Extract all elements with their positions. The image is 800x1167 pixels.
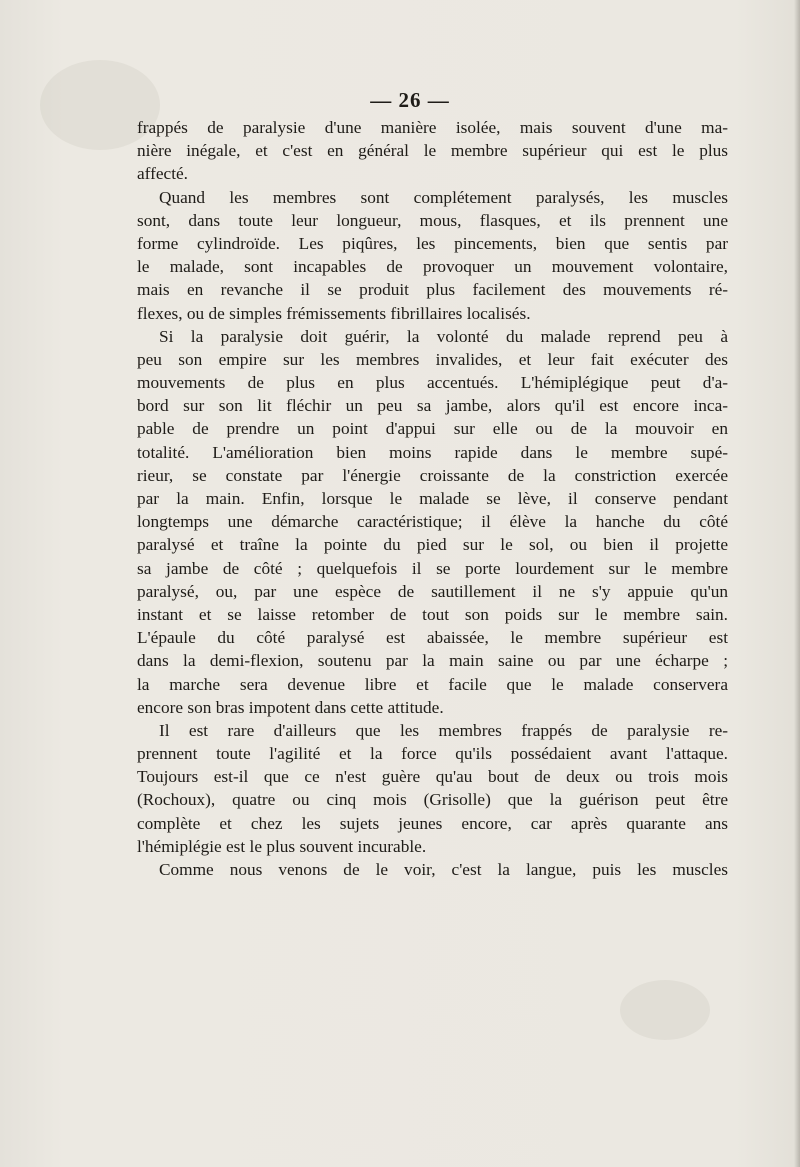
- paragraph: [137, 858, 728, 881]
- text-line: prennent toute l'agilité et la force qu'ils possédaient avant l'attaque.: [137, 744, 728, 764]
- text-line: complète et chez les sujets jeunes encore, car après quarante ans: [137, 813, 728, 833]
- text-line: la marche sera devenue libre et facile que le malade conservera: [137, 674, 728, 694]
- text-line: Comme nous venons de le voir, c'est la langue, puis les muscles: [159, 860, 728, 879]
- text-line: paralysé et traîne la pointe du pied sur le sol, ou bien il projette: [137, 535, 728, 555]
- text-line: peu son empire sur les membres invalides, et leur fait exécuter des: [137, 349, 728, 369]
- text-line: Il est rare d'ailleurs que les membres frappés de paralysie re-: [159, 720, 728, 740]
- text-line: nière inégale, et c'est en général le membre supérieur qui est le plus: [137, 141, 728, 161]
- text-line: encore son bras impotent dans cette attitude.: [137, 697, 444, 717]
- text-line: mouvements de plus en plus accentués. L'hémiplégique peut d'a-: [137, 373, 728, 393]
- text-line: Toujours est-il que ce n'est guère qu'au bout de deux ou trois mois: [137, 767, 728, 787]
- paragraph: [137, 116, 728, 186]
- paragraph: [137, 186, 728, 325]
- text-line: rieur, se constate par l'énergie croissante de la constriction exercée: [137, 465, 728, 485]
- page-edge-shadow: [794, 0, 800, 1167]
- page-number: — 26 —: [370, 88, 450, 112]
- text-line: instant et se laisse retomber de tout son poids sur le membre sain.: [137, 604, 728, 624]
- text-line: Quand les membres sont complétement paralysés, les muscles: [159, 187, 728, 207]
- text-line: longtemps une démarche caractéristique; il élève la hanche du côté: [137, 512, 728, 532]
- text-line: par la main. Enfin, lorsque le malade se lève, il conserve pendant: [137, 489, 728, 508]
- text-line: affecté.: [137, 164, 188, 184]
- text-line: mais en revanche il se produit plus facilement des mouvements ré-: [137, 280, 728, 300]
- text-line: dans la demi-flexion, soutenu par la main saine ou par une écharpe ;: [137, 651, 728, 671]
- text-line: le malade, sont incapables de provoquer un mouvement volontaire,: [137, 257, 728, 277]
- text-line: bord sur son lit fléchir un peu sa jambe, alors qu'il est encore inca-: [137, 396, 728, 416]
- paragraph: [137, 719, 728, 858]
- text-line: L'épaule du côté paralysé est abaissée, le membre supérieur est: [137, 628, 728, 648]
- body-text: [137, 116, 728, 881]
- paragraph: [137, 325, 728, 719]
- paper-stain: [620, 980, 710, 1040]
- text-line: forme cylindroïde. Les piqûres, les pincements, bien que sentis par: [137, 233, 728, 253]
- text-line: totalité. L'amélioration bien moins rapide dans le membre supé-: [137, 442, 728, 462]
- text-line: paralysé, ou, par une espèce de sautillement il ne s'y appuie qu'un: [137, 581, 728, 601]
- text-line: flexes, ou de simples frémissements fibrillaires localisés.: [137, 303, 531, 323]
- text-line: sa jambe de côté ; quelquefois il se porte lourdement sur le membre: [137, 558, 728, 578]
- text-line: frappés de paralysie d'une manière isolée, mais souvent d'une ma-: [137, 118, 728, 137]
- text-line: pable de prendre un point d'appui sur elle ou de la mouvoir en: [137, 419, 728, 439]
- text-line: (Rochoux), quatre ou cinq mois (Grisolle) que la guérison peut être: [137, 790, 728, 810]
- text-line: sont, dans toute leur longueur, mous, flasques, et ils prennent une: [137, 210, 728, 230]
- text-line: l'hémiplégie est le plus souvent incurable.: [137, 836, 427, 856]
- text-line: Si la paralysie doit guérir, la volonté du malade reprend peu à: [159, 326, 728, 346]
